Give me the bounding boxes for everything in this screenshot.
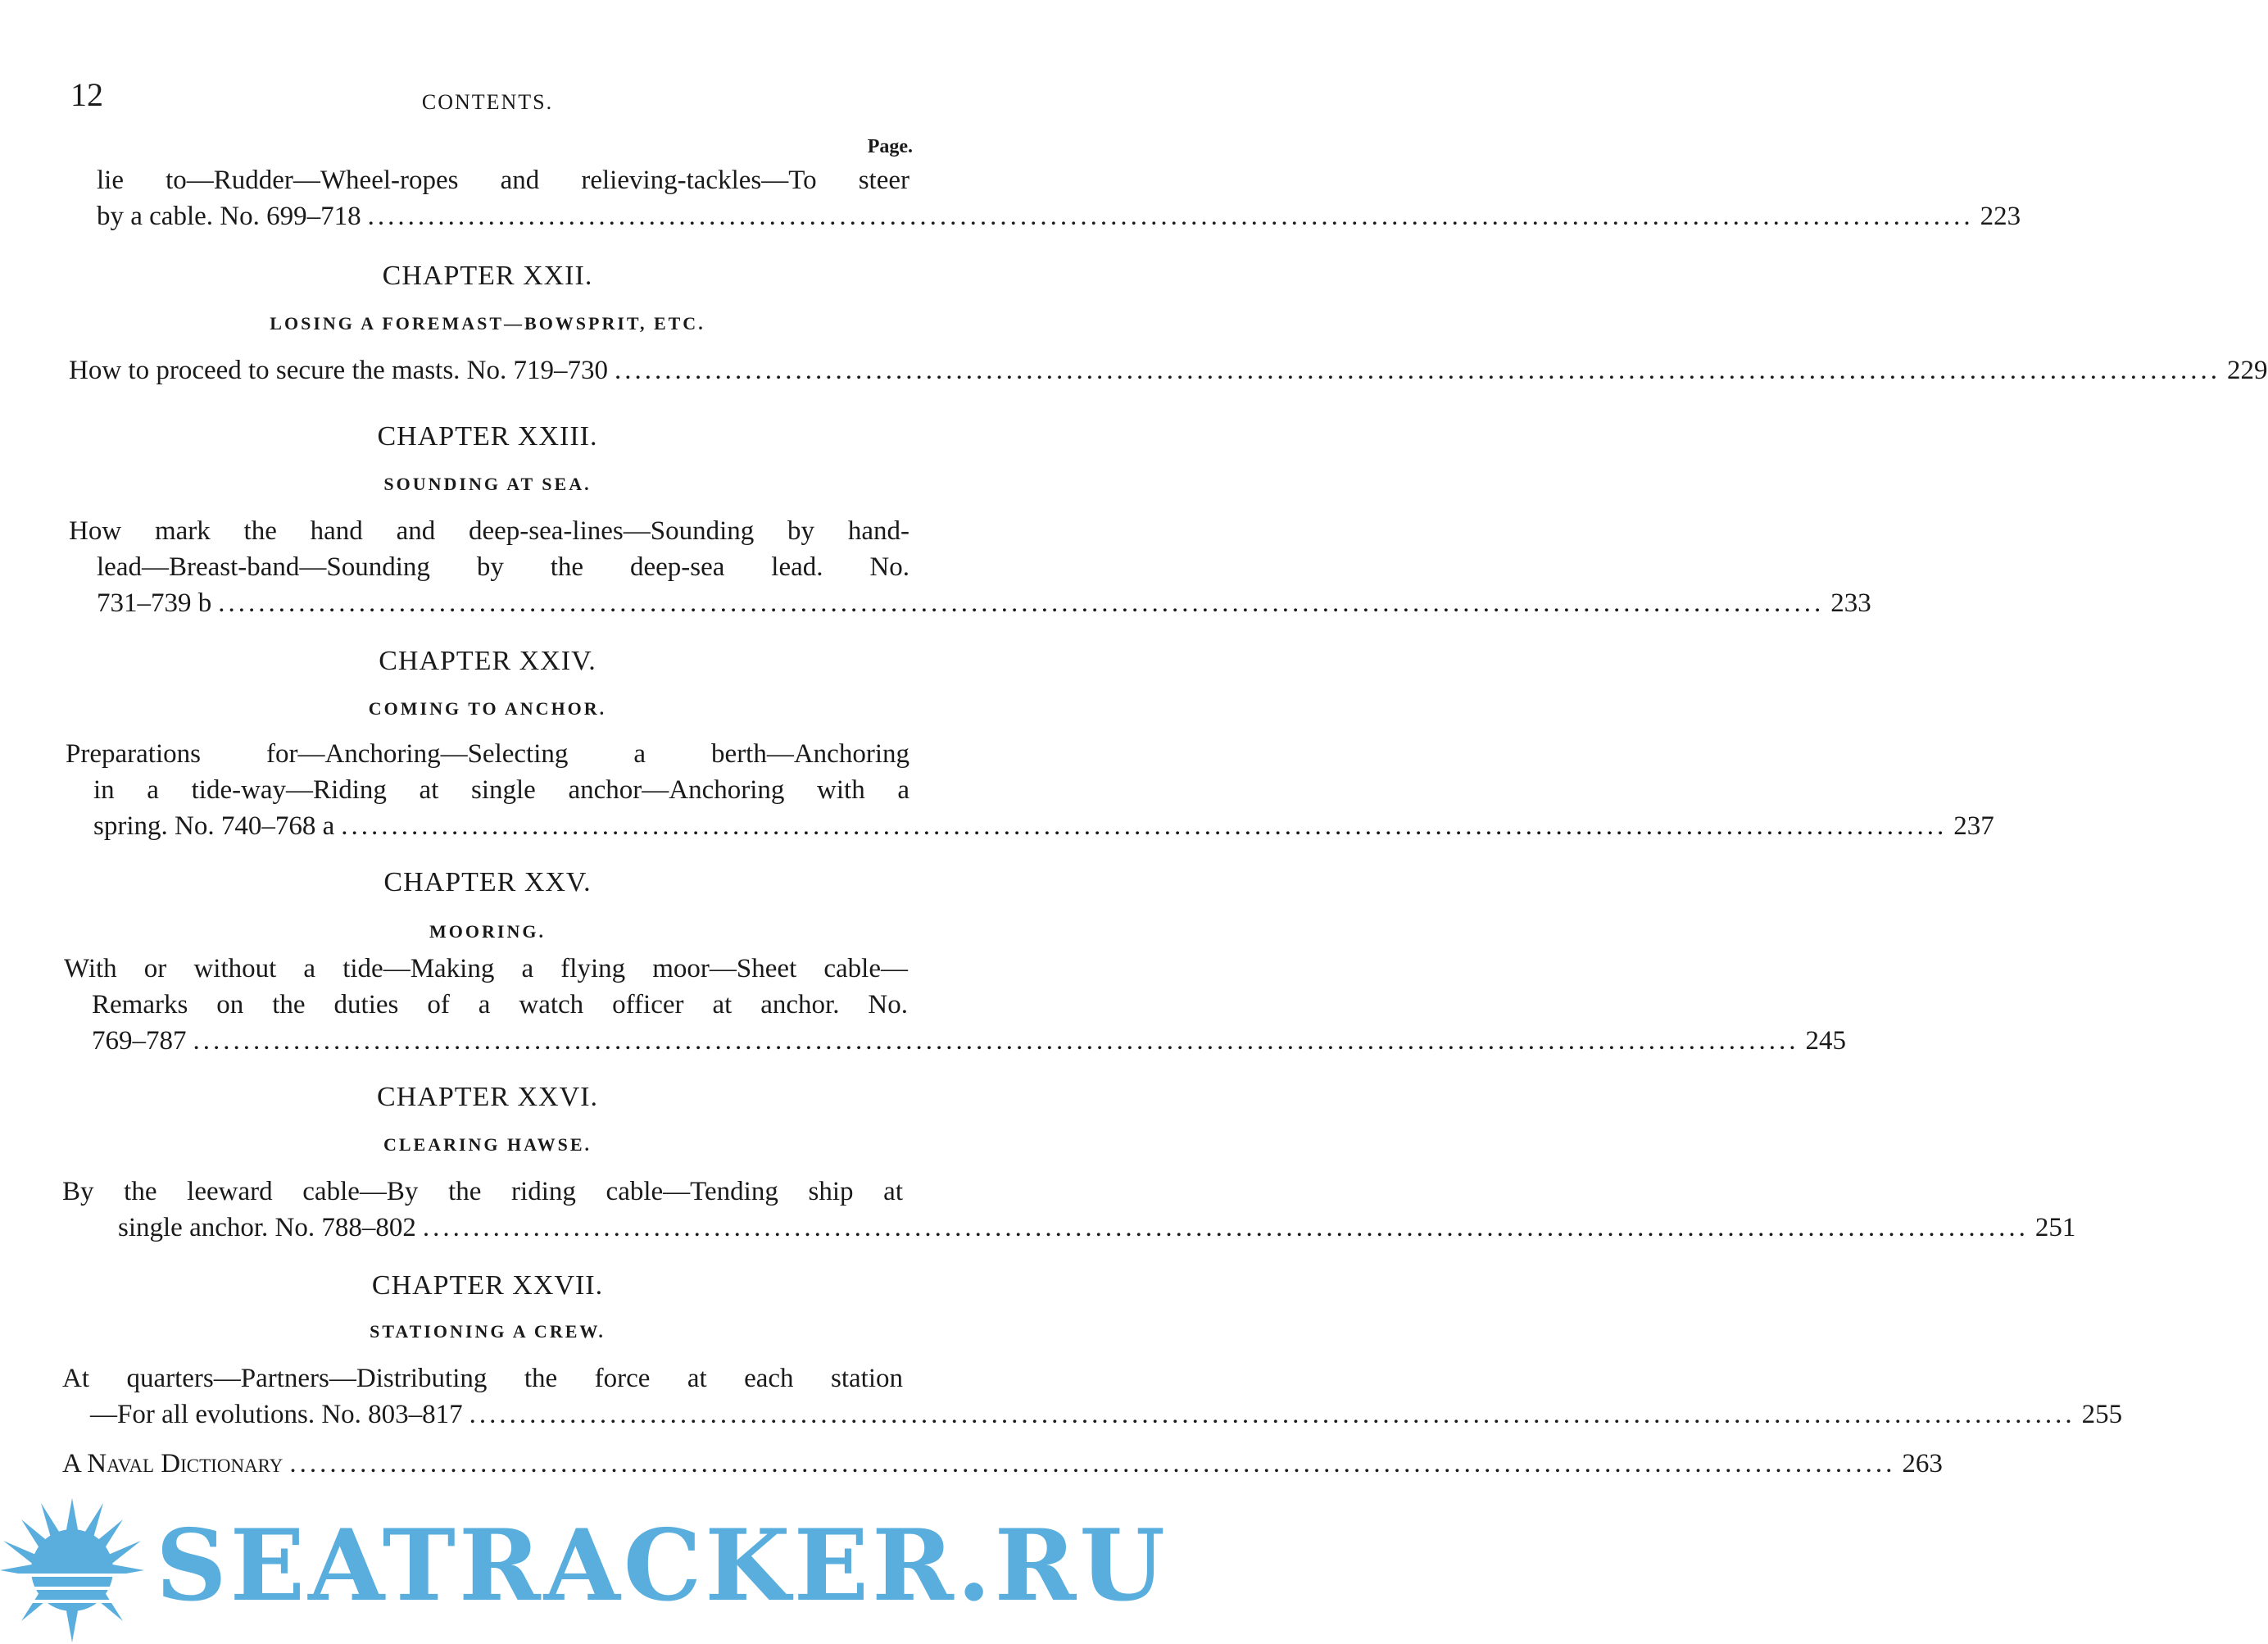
- entry-line: lead—Breast-band—Sounding by the deep-sea lead. No.: [97, 552, 909, 582]
- chapter-heading: CHAPTER XXIII.: [377, 421, 598, 452]
- entry-line: By the leeward cable—By the riding cable—Tending ship at: [62, 1177, 903, 1206]
- entry-line: How mark the hand and deep-sea-lines—Sounding by hand-: [69, 516, 909, 546]
- entry-line-last: 769–787 ..... 245: [64, 1023, 908, 1059]
- entry-line: lie to—Rudder—Wheel-ropes and relieving-tackles—To steer: [97, 166, 909, 195]
- entry-page: 237: [1953, 811, 1994, 841]
- entry-line-last: —For all evolutions. No. 803–817 ..... 255: [62, 1396, 903, 1433]
- chapter-subtitle: MOORING.: [429, 921, 546, 942]
- entry-line-last: 731–739 b ..... 233: [69, 585, 909, 621]
- entry-line-last: spring. No. 740–768 a ..... 237: [66, 808, 909, 844]
- chapter-heading: CHAPTER XXVII.: [371, 1270, 604, 1301]
- entry-line: With or without a tide—Making a flying moor—Sheet cable—: [64, 954, 908, 983]
- entry-line: in a tide-way—Riding at single anchor—Anchoring with a: [93, 775, 909, 805]
- toc-entry: [69, 513, 1871, 621]
- entry-page: 255: [2081, 1400, 2123, 1429]
- chapter-subtitle: LOSING A FOREMAST—BOWSPRIT, ETC.: [270, 313, 705, 334]
- chapter-subtitle: COMING TO ANCHOR.: [368, 698, 607, 719]
- chapter-subtitle: STATIONING A CREW.: [370, 1321, 606, 1342]
- chapter-subtitle: SOUNDING AT SEA.: [383, 474, 592, 494]
- chapter-heading: CHAPTER XXII.: [382, 261, 593, 291]
- chapter-heading: CHAPTER XXVI.: [377, 1082, 598, 1112]
- toc-entry: [64, 951, 1846, 1059]
- entry-page: 251: [2034, 1213, 2076, 1242]
- toc-entry: [62, 1174, 2076, 1246]
- entry-page: 263: [1902, 1449, 1943, 1478]
- chapter-heading: CHAPTER XXV.: [383, 867, 592, 897]
- entry-line-last: single anchor. No. 788–802 ..... 251: [62, 1210, 903, 1246]
- page-column-label: Page.: [867, 136, 913, 157]
- toc-entry: [62, 1360, 2123, 1433]
- running-head: CONTENTS.: [421, 90, 554, 114]
- entry-page: 229: [2227, 356, 2268, 385]
- entry-page: 223: [1980, 202, 2021, 231]
- entry-line-last: by a cable. No. 699–718 ..... 223: [97, 198, 909, 234]
- toc-entry: [66, 736, 1994, 844]
- entry-line-last: How to proceed to secure the masts. No. 719–730 ..... 229: [69, 352, 909, 388]
- entry-line-last: A Naval Dictionary ..... 263: [62, 1446, 898, 1482]
- entry-page: 245: [1805, 1026, 1846, 1056]
- entry-page: 233: [1830, 588, 1871, 618]
- toc-entry: [62, 1446, 1943, 1482]
- chapter-heading: CHAPTER XXIV.: [379, 646, 596, 676]
- toc-entry: [69, 352, 2268, 388]
- chapter-subtitle: CLEARING HAWSE.: [383, 1134, 592, 1155]
- toc-entry: [97, 162, 2021, 234]
- entry-line: Remarks on the duties of a watch officer at anchor. No.: [92, 990, 908, 1020]
- entry-line: At quarters—Partners—Distributing the force at each station: [62, 1364, 903, 1393]
- watermark-text: SEATRACKER.RU: [156, 1508, 1168, 1624]
- page-number: 12: [70, 76, 103, 113]
- entry-line: Preparations for—Anchoring—Selecting a berth—Anchoring: [66, 739, 909, 769]
